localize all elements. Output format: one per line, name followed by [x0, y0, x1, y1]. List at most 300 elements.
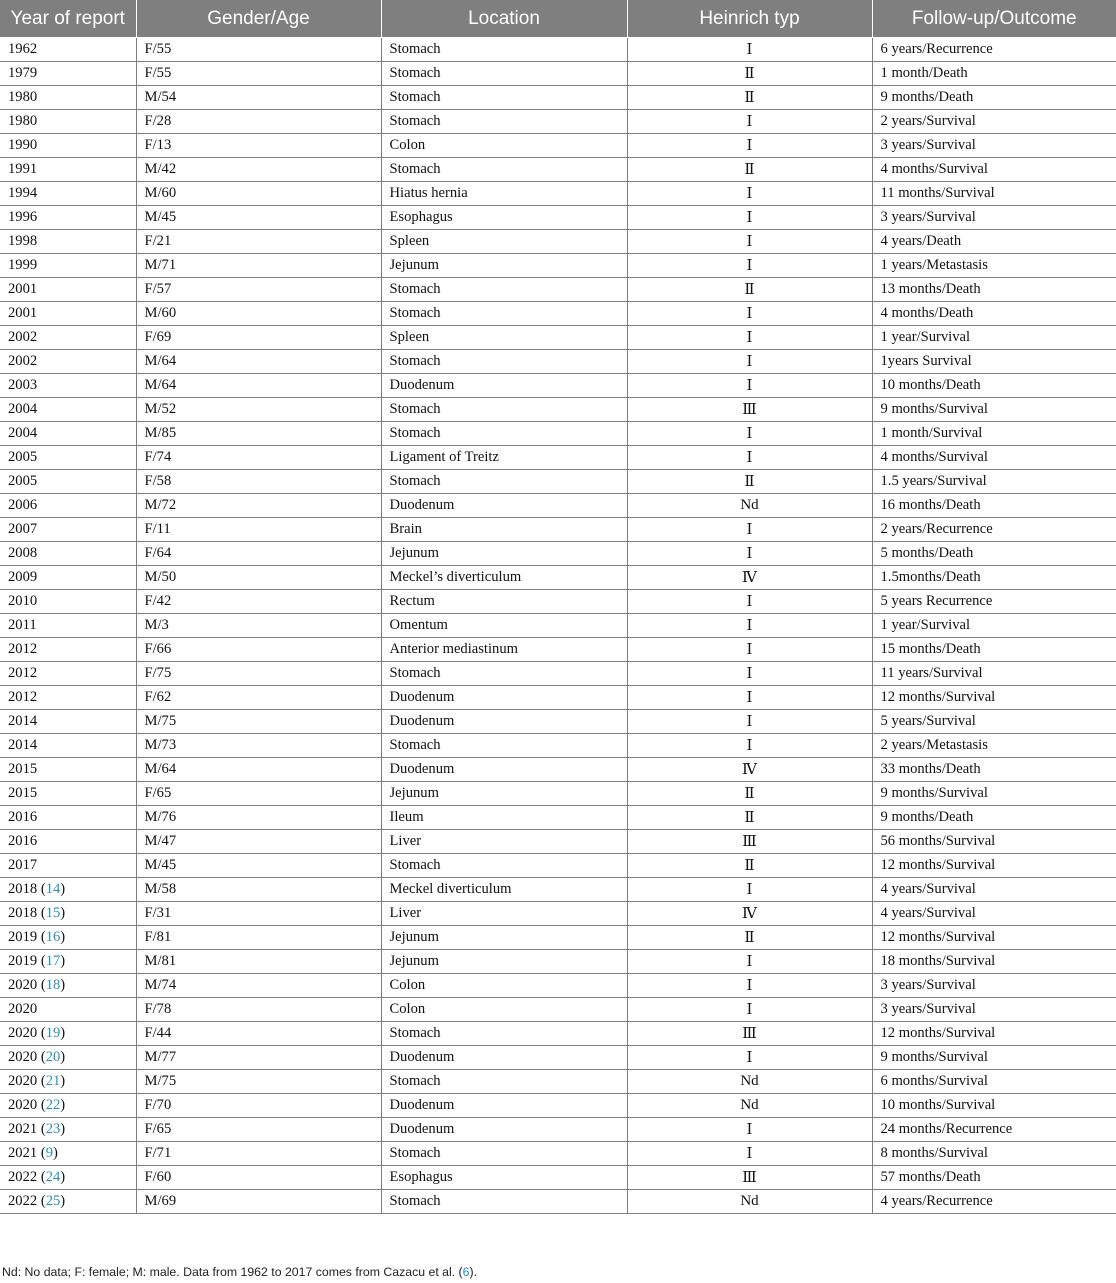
- cell-location: Duodenum: [381, 494, 627, 518]
- cell-location: Brain: [381, 518, 627, 542]
- cell-year: [0, 734, 136, 758]
- cell-heinrich-type: Ⅰ: [627, 1046, 872, 1070]
- cell-gender-age: F/11: [136, 518, 381, 542]
- table-row: [0, 350, 1116, 374]
- cell-follow-up-outcome: 1years Survival: [872, 350, 1116, 374]
- cell-gender-age: M/76: [136, 806, 381, 830]
- footnote-reference-link[interactable]: 6: [462, 1265, 470, 1279]
- year-text: 2020: [8, 1001, 38, 1017]
- reference-link[interactable]: 16: [45, 929, 61, 945]
- year-text: 2014: [8, 737, 38, 753]
- cell-location: Stomach: [381, 278, 627, 302]
- year-text: 1999: [8, 257, 38, 273]
- cell-follow-up-outcome: 2 years/Metastasis: [872, 734, 1116, 758]
- reference-link[interactable]: 14: [45, 881, 61, 897]
- cell-gender-age: F/78: [136, 998, 381, 1022]
- cell-location: Stomach: [381, 1142, 627, 1166]
- cell-heinrich-type: Ⅰ: [627, 638, 872, 662]
- cell-gender-age: M/50: [136, 566, 381, 590]
- cell-follow-up-outcome: 9 months/Survival: [872, 782, 1116, 806]
- table-row: [0, 470, 1116, 494]
- year-text: 2007: [8, 521, 38, 537]
- cell-year: [0, 758, 136, 782]
- cell-follow-up-outcome: 24 months/Recurrence: [872, 1118, 1116, 1142]
- table-row: [0, 614, 1116, 638]
- cell-gender-age: M/64: [136, 758, 381, 782]
- cell-location: Jejunum: [381, 254, 627, 278]
- cell-gender-age: F/28: [136, 110, 381, 134]
- cell-gender-age: F/60: [136, 1166, 381, 1190]
- cell-location: Stomach: [381, 86, 627, 110]
- cell-gender-age: F/65: [136, 1118, 381, 1142]
- cell-gender-age: M/85: [136, 422, 381, 446]
- cell-follow-up-outcome: 3 years/Survival: [872, 998, 1116, 1022]
- year-text: 2004: [8, 401, 38, 417]
- table-row: [0, 446, 1116, 470]
- table-row: [0, 998, 1116, 1022]
- cell-heinrich-type: Ⅰ: [627, 350, 872, 374]
- year-text: 2012: [8, 665, 38, 681]
- table-row: [0, 494, 1116, 518]
- cell-follow-up-outcome: 4 months/Death: [872, 302, 1116, 326]
- cell-follow-up-outcome: 1 year/Survival: [872, 614, 1116, 638]
- cell-year: 2018 (15): [0, 902, 136, 926]
- table-row: [0, 878, 1116, 902]
- table-row: [0, 374, 1116, 398]
- cell-follow-up-outcome: 13 months/Death: [872, 278, 1116, 302]
- cell-location: Spleen: [381, 230, 627, 254]
- cell-location: Stomach: [381, 1190, 627, 1214]
- cell-follow-up-outcome: 6 months/Survival: [872, 1070, 1116, 1094]
- table-row: [0, 1022, 1116, 1046]
- cell-follow-up-outcome: 8 months/Survival: [872, 1142, 1116, 1166]
- cell-follow-up-outcome: 4 years/Recurrence: [872, 1190, 1116, 1214]
- cell-follow-up-outcome: 4 years/Survival: [872, 878, 1116, 902]
- cell-location: Liver: [381, 830, 627, 854]
- cell-gender-age: F/69: [136, 326, 381, 350]
- cell-year: [0, 638, 136, 662]
- cell-heinrich-type: Nd: [627, 1070, 872, 1094]
- cell-gender-age: M/54: [136, 86, 381, 110]
- reference-link[interactable]: 24: [45, 1169, 61, 1185]
- table-row: [0, 1142, 1116, 1166]
- table-row: [0, 662, 1116, 686]
- cell-location: Duodenum: [381, 374, 627, 398]
- cell-gender-age: M/58: [136, 878, 381, 902]
- cell-location: Jejunum: [381, 782, 627, 806]
- cell-gender-age: M/81: [136, 950, 381, 974]
- cell-gender-age: M/64: [136, 350, 381, 374]
- cell-heinrich-type: Ⅰ: [627, 374, 872, 398]
- cell-year: [0, 254, 136, 278]
- reference-link[interactable]: 23: [45, 1121, 61, 1137]
- table-row: [0, 422, 1116, 446]
- year-text: 2019: [8, 929, 38, 945]
- year-text: 2019: [8, 953, 38, 969]
- cell-year: [0, 686, 136, 710]
- cell-gender-age: M/74: [136, 974, 381, 998]
- cell-follow-up-outcome: 3 years/Survival: [872, 206, 1116, 230]
- cell-year: [0, 806, 136, 830]
- cell-follow-up-outcome: 5 years Recurrence: [872, 590, 1116, 614]
- table-row: [0, 806, 1116, 830]
- cell-follow-up-outcome: 12 months/Survival: [872, 686, 1116, 710]
- cell-year: [0, 374, 136, 398]
- cell-location: Anterior mediastinum: [381, 638, 627, 662]
- year-text: 2017: [8, 857, 38, 873]
- cell-heinrich-type: Ⅲ: [627, 830, 872, 854]
- cell-location: Jejunum: [381, 926, 627, 950]
- table-row: [0, 710, 1116, 734]
- cell-location: Duodenum: [381, 1046, 627, 1070]
- cell-year: 2020 (20): [0, 1046, 136, 1070]
- table-row: [0, 182, 1116, 206]
- cell-gender-age: M/60: [136, 302, 381, 326]
- cell-heinrich-type: Ⅰ: [627, 1142, 872, 1166]
- cell-heinrich-type: Ⅰ: [627, 446, 872, 470]
- table-row: [0, 566, 1116, 590]
- cell-gender-age: F/58: [136, 470, 381, 494]
- cell-location: Duodenum: [381, 758, 627, 782]
- cell-year: [0, 278, 136, 302]
- reference-link[interactable]: 20: [45, 1049, 61, 1065]
- cell-heinrich-type: Ⅰ: [627, 206, 872, 230]
- cell-year: [0, 566, 136, 590]
- cell-heinrich-type: Ⅰ: [627, 662, 872, 686]
- cell-heinrich-type: Ⅱ: [627, 782, 872, 806]
- cell-heinrich-type: Ⅰ: [627, 230, 872, 254]
- cell-year: 2020 (19): [0, 1022, 136, 1046]
- cell-follow-up-outcome: 2 years/Recurrence: [872, 518, 1116, 542]
- year-text: 2014: [8, 713, 38, 729]
- header-row: [0, 0, 1116, 38]
- year-text: 2020: [8, 977, 38, 993]
- cell-location: Duodenum: [381, 710, 627, 734]
- year-text: 2006: [8, 497, 38, 513]
- cell-location: Stomach: [381, 62, 627, 86]
- cell-follow-up-outcome: 3 years/Survival: [872, 974, 1116, 998]
- year-text: 2022: [8, 1169, 38, 1185]
- header-year: Year of report: [0, 0, 136, 38]
- table-row: [0, 302, 1116, 326]
- cell-heinrich-type: Ⅱ: [627, 806, 872, 830]
- cell-location: Ligament of Treitz: [381, 446, 627, 470]
- cell-gender-age: F/31: [136, 902, 381, 926]
- table-row: [0, 734, 1116, 758]
- cell-location: Stomach: [381, 422, 627, 446]
- cell-follow-up-outcome: 1.5 years/Survival: [872, 470, 1116, 494]
- year-text: 2002: [8, 329, 38, 345]
- year-text: 2011: [8, 617, 37, 633]
- table-row: [0, 950, 1116, 974]
- year-text: 1998: [8, 233, 38, 249]
- table-row: [0, 86, 1116, 110]
- year-text: 2004: [8, 425, 38, 441]
- cell-gender-age: M/60: [136, 182, 381, 206]
- cell-gender-age: F/42: [136, 590, 381, 614]
- cell-location: Spleen: [381, 326, 627, 350]
- table-row: [0, 974, 1116, 998]
- cell-heinrich-type: Ⅱ: [627, 926, 872, 950]
- cell-follow-up-outcome: 12 months/Survival: [872, 926, 1116, 950]
- cell-heinrich-type: Ⅰ: [627, 110, 872, 134]
- cell-follow-up-outcome: 1 month/Death: [872, 62, 1116, 86]
- header-follow-up-outcome: Follow-up/Outcome: [872, 0, 1116, 38]
- cell-heinrich-type: Nd: [627, 1094, 872, 1118]
- cell-follow-up-outcome: 56 months/Survival: [872, 830, 1116, 854]
- table-row: [0, 830, 1116, 854]
- cell-follow-up-outcome: 1 year/Survival: [872, 326, 1116, 350]
- table-row: [0, 782, 1116, 806]
- cell-location: Duodenum: [381, 1094, 627, 1118]
- cell-gender-age: M/72: [136, 494, 381, 518]
- cell-year: 2022 (24): [0, 1166, 136, 1190]
- cell-follow-up-outcome: 9 months/Survival: [872, 398, 1116, 422]
- cell-heinrich-type: Ⅱ: [627, 86, 872, 110]
- cell-gender-age: F/81: [136, 926, 381, 950]
- cell-heinrich-type: Ⅰ: [627, 302, 872, 326]
- cell-heinrich-type: Nd: [627, 494, 872, 518]
- cell-year: [0, 710, 136, 734]
- cell-location: Omentum: [381, 614, 627, 638]
- reference-link[interactable]: 18: [45, 977, 61, 993]
- footnote-text: Nd: No data; F: female; M: male. Data from 1962 to 2017 comes from Cazacu et al. (: [2, 1265, 463, 1279]
- cell-follow-up-outcome: 6 years/Recurrence: [872, 38, 1116, 62]
- cell-gender-age: F/71: [136, 1142, 381, 1166]
- cell-location: Stomach: [381, 110, 627, 134]
- cell-year: [0, 110, 136, 134]
- cell-heinrich-type: Ⅱ: [627, 158, 872, 182]
- cell-heinrich-type: Ⅰ: [627, 422, 872, 446]
- cell-gender-age: M/42: [136, 158, 381, 182]
- cell-year: [0, 494, 136, 518]
- cell-year: 2019 (17): [0, 950, 136, 974]
- table-row: [0, 398, 1116, 422]
- cell-location: Stomach: [381, 350, 627, 374]
- table-header: [0, 0, 1116, 38]
- cell-follow-up-outcome: 9 months/Survival: [872, 1046, 1116, 1070]
- table-row: [0, 326, 1116, 350]
- table-row: [0, 254, 1116, 278]
- cell-year: 2020 (22): [0, 1094, 136, 1118]
- cell-gender-age: F/70: [136, 1094, 381, 1118]
- cell-gender-age: F/65: [136, 782, 381, 806]
- year-text: 2020: [8, 1025, 38, 1041]
- year-text: 2009: [8, 569, 38, 585]
- cell-heinrich-type: Ⅱ: [627, 854, 872, 878]
- year-text: 2015: [8, 761, 38, 777]
- cell-follow-up-outcome: 11 years/Survival: [872, 662, 1116, 686]
- table-row: [0, 638, 1116, 662]
- year-text: 2002: [8, 353, 38, 369]
- cell-year: 2019 (16): [0, 926, 136, 950]
- cell-location: Stomach: [381, 662, 627, 686]
- table-row: [0, 38, 1116, 62]
- reference-link[interactable]: 25: [45, 1193, 61, 1209]
- cell-heinrich-type: Ⅰ: [627, 614, 872, 638]
- cell-follow-up-outcome: 3 years/Survival: [872, 134, 1116, 158]
- cell-gender-age: M/47: [136, 830, 381, 854]
- cell-follow-up-outcome: 16 months/Death: [872, 494, 1116, 518]
- cell-follow-up-outcome: 57 months/Death: [872, 1166, 1116, 1190]
- year-text: 2010: [8, 593, 38, 609]
- cell-location: Meckel’s diverticulum: [381, 566, 627, 590]
- cell-follow-up-outcome: 12 months/Survival: [872, 854, 1116, 878]
- year-text: 2008: [8, 545, 38, 561]
- cell-year: 2020 (18): [0, 974, 136, 998]
- header-location: Location: [381, 0, 627, 38]
- reference-link[interactable]: 15: [45, 905, 61, 921]
- cell-year: [0, 398, 136, 422]
- table-row: [0, 134, 1116, 158]
- cell-location: Liver: [381, 902, 627, 926]
- cell-gender-age: M/77: [136, 1046, 381, 1070]
- cell-follow-up-outcome: 9 months/Death: [872, 806, 1116, 830]
- year-text: 1980: [8, 89, 38, 105]
- cell-year: 2021 (23): [0, 1118, 136, 1142]
- cell-gender-age: F/44: [136, 1022, 381, 1046]
- year-text: 2020: [8, 1073, 38, 1089]
- cell-year: [0, 998, 136, 1022]
- table-row: [0, 158, 1116, 182]
- cell-year: [0, 446, 136, 470]
- cell-year: [0, 518, 136, 542]
- cell-year: [0, 854, 136, 878]
- cell-gender-age: M/73: [136, 734, 381, 758]
- reference-link[interactable]: 22: [45, 1097, 61, 1113]
- reference-link[interactable]: 17: [45, 953, 61, 969]
- table-row: [0, 1190, 1116, 1214]
- cell-year: [0, 590, 136, 614]
- table-row: [0, 230, 1116, 254]
- cell-location: Stomach: [381, 854, 627, 878]
- cell-follow-up-outcome: 11 months/Survival: [872, 182, 1116, 206]
- cell-heinrich-type: Ⅲ: [627, 398, 872, 422]
- cell-gender-age: M/45: [136, 854, 381, 878]
- cell-location: Colon: [381, 998, 627, 1022]
- cell-heinrich-type: Ⅱ: [627, 278, 872, 302]
- table-row: [0, 1166, 1116, 1190]
- cell-heinrich-type: Ⅱ: [627, 62, 872, 86]
- cell-follow-up-outcome: 9 months/Death: [872, 86, 1116, 110]
- cell-year: [0, 782, 136, 806]
- header-gender-age: Gender/Age: [136, 0, 381, 38]
- cell-heinrich-type: Ⅰ: [627, 974, 872, 998]
- cell-gender-age: M/71: [136, 254, 381, 278]
- cell-heinrich-type: Ⅰ: [627, 542, 872, 566]
- cell-follow-up-outcome: 18 months/Survival: [872, 950, 1116, 974]
- year-text: 2020: [8, 1049, 38, 1065]
- year-text: 1996: [8, 209, 38, 225]
- table-row: [0, 206, 1116, 230]
- table-row: [0, 590, 1116, 614]
- table-row: [0, 854, 1116, 878]
- cell-follow-up-outcome: 5 years/Survival: [872, 710, 1116, 734]
- cell-location: Esophagus: [381, 206, 627, 230]
- cell-year: [0, 134, 136, 158]
- cell-year: [0, 350, 136, 374]
- cell-heinrich-type: Ⅲ: [627, 1166, 872, 1190]
- cell-heinrich-type: Ⅰ: [627, 1118, 872, 1142]
- cell-year: [0, 542, 136, 566]
- cell-gender-age: M/69: [136, 1190, 381, 1214]
- cell-year: [0, 206, 136, 230]
- year-text: 2003: [8, 377, 38, 393]
- cell-follow-up-outcome: 10 months/Death: [872, 374, 1116, 398]
- cell-year: [0, 326, 136, 350]
- year-text: 1994: [8, 185, 38, 201]
- table-row: [0, 278, 1116, 302]
- header-heinrich-type: Heinrich typ: [627, 0, 872, 38]
- cell-follow-up-outcome: 4 months/Survival: [872, 446, 1116, 470]
- cell-heinrich-type: Ⅱ: [627, 470, 872, 494]
- cell-year: [0, 662, 136, 686]
- cell-heinrich-type: Ⅰ: [627, 326, 872, 350]
- cell-gender-age: F/64: [136, 542, 381, 566]
- year-text: 2018: [8, 881, 38, 897]
- cell-gender-age: M/3: [136, 614, 381, 638]
- cell-year: [0, 422, 136, 446]
- cell-location: Duodenum: [381, 1118, 627, 1142]
- year-text: 2001: [8, 281, 38, 297]
- cell-follow-up-outcome: 5 months/Death: [872, 542, 1116, 566]
- cell-follow-up-outcome: 12 months/Survival: [872, 1022, 1116, 1046]
- cell-heinrich-type: Ⅰ: [627, 950, 872, 974]
- cell-heinrich-type: Ⅰ: [627, 590, 872, 614]
- year-text: 2021: [8, 1145, 38, 1161]
- table-row: [0, 1094, 1116, 1118]
- year-text: 2012: [8, 641, 38, 657]
- cell-year: 2020 (21): [0, 1070, 136, 1094]
- cell-location: Duodenum: [381, 686, 627, 710]
- cell-heinrich-type: Ⅲ: [627, 1022, 872, 1046]
- year-text: 2016: [8, 809, 38, 825]
- cell-follow-up-outcome: 1 month/Survival: [872, 422, 1116, 446]
- year-text: 2020: [8, 1097, 38, 1113]
- table-row: [0, 542, 1116, 566]
- cell-gender-age: M/45: [136, 206, 381, 230]
- year-text: 1990: [8, 137, 38, 153]
- cell-year: [0, 614, 136, 638]
- year-text: 2021: [8, 1121, 38, 1137]
- cell-location: Jejunum: [381, 542, 627, 566]
- reference-link[interactable]: 19: [45, 1025, 61, 1041]
- cell-location: Stomach: [381, 38, 627, 62]
- year-text: 2001: [8, 305, 38, 321]
- cell-gender-age: M/64: [136, 374, 381, 398]
- cell-gender-age: F/62: [136, 686, 381, 710]
- cell-location: Stomach: [381, 158, 627, 182]
- cell-gender-age: F/55: [136, 62, 381, 86]
- cell-gender-age: M/75: [136, 710, 381, 734]
- reference-link[interactable]: 9: [45, 1145, 53, 1161]
- cell-year: 2018 (14): [0, 878, 136, 902]
- cell-location: Esophagus: [381, 1166, 627, 1190]
- cell-location: Rectum: [381, 590, 627, 614]
- cell-location: Colon: [381, 134, 627, 158]
- cell-gender-age: M/75: [136, 1070, 381, 1094]
- cell-gender-age: F/66: [136, 638, 381, 662]
- cell-year: 2022 (25): [0, 1190, 136, 1214]
- table-row: [0, 62, 1116, 86]
- cell-year: [0, 38, 136, 62]
- cell-follow-up-outcome: 10 months/Survival: [872, 1094, 1116, 1118]
- cell-year: [0, 62, 136, 86]
- cell-year: [0, 302, 136, 326]
- cell-heinrich-type: Ⅰ: [627, 734, 872, 758]
- year-text: 2016: [8, 833, 38, 849]
- reference-link[interactable]: 21: [45, 1073, 61, 1089]
